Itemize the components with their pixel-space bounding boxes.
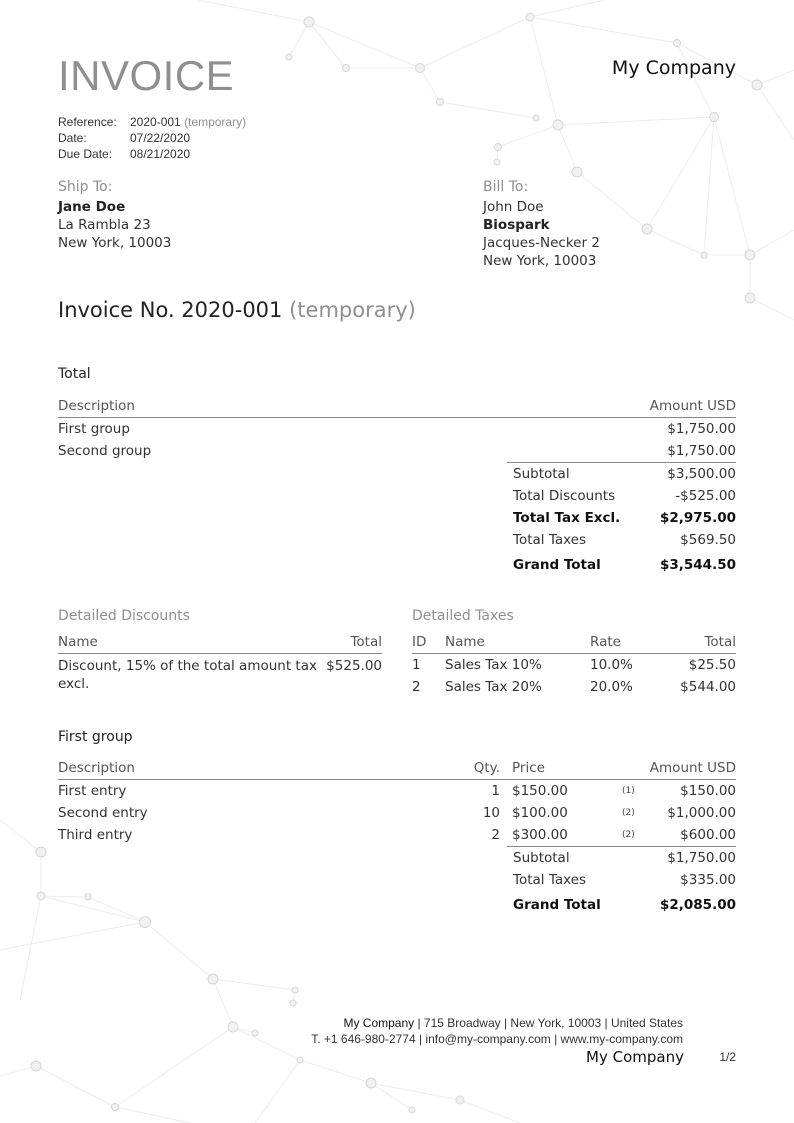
col-rate: Rate — [590, 634, 621, 650]
entry-price: $150.00 — [512, 783, 568, 799]
reference-note: (temporary) — [184, 115, 247, 129]
entry-qty: 2 — [491, 827, 500, 843]
col-description: Description — [58, 760, 135, 776]
ship-to-city: New York, 10003 — [58, 235, 172, 251]
company-name: My Company — [611, 57, 736, 79]
bill-to-name: John Doe — [483, 199, 544, 215]
col-amount: Amount USD — [649, 760, 736, 776]
discounts-table-header — [58, 634, 382, 650]
summary-row — [513, 510, 736, 526]
table-row — [58, 805, 736, 821]
entry-description: First entry — [58, 783, 127, 799]
grand-total-row — [513, 897, 736, 913]
col-total: Total — [704, 634, 736, 650]
summary-label: Total Taxes — [513, 872, 587, 888]
summary-row — [513, 532, 736, 548]
detailed-discounts-heading: Detailed Discounts — [58, 608, 190, 624]
ship-to-block — [58, 178, 171, 252]
entry-tax-ref: (1) — [622, 786, 635, 796]
first-group-heading: First group — [58, 729, 133, 745]
summary-value: $1,750.00 — [667, 850, 736, 866]
row-amount: $1,750.00 — [667, 443, 736, 459]
summary-value: -$525.00 — [675, 488, 736, 504]
group-summary-divider — [507, 846, 736, 847]
summary-label: Total Discounts — [513, 488, 616, 504]
date-value: 07/22/2020 — [130, 131, 191, 145]
bill-to-street: Jacques-Necker 2 — [483, 235, 600, 251]
reference-label: Reference: — [58, 115, 117, 129]
taxes-table-header — [412, 634, 736, 650]
entry-description: Third entry — [58, 827, 133, 843]
summary-row — [513, 850, 736, 866]
summary-label: Subtotal — [513, 850, 570, 866]
col-amount: Amount USD — [649, 398, 736, 414]
entry-amount: $1,000.00 — [667, 805, 736, 821]
entry-qty: 1 — [491, 783, 500, 799]
col-description: Description — [58, 398, 135, 414]
taxes-header-divider — [412, 653, 736, 654]
entry-tax-ref: (2) — [622, 830, 635, 840]
tax-rate: 10.0% — [590, 657, 633, 673]
entry-description: Second entry — [58, 805, 148, 821]
date-label: Date: — [58, 131, 87, 145]
group-header-divider — [58, 779, 736, 780]
tax-id: 2 — [412, 679, 421, 695]
bill-to-company: Biospark — [483, 217, 550, 233]
summary-label: Subtotal — [513, 466, 570, 482]
summary-label: Total Tax Excl. — [513, 510, 621, 526]
tax-rate: 20.0% — [590, 679, 633, 695]
col-qty: Qty. — [473, 760, 500, 776]
due-date-label: Due Date: — [58, 147, 113, 161]
discount-total: $525.00 — [326, 658, 382, 674]
invoice-meta — [58, 114, 246, 162]
col-id: ID — [412, 634, 427, 650]
total-header-divider — [58, 417, 736, 418]
summary-value: $2,085.00 — [659, 897, 736, 913]
col-name: Name — [445, 634, 485, 650]
tax-id: 1 — [412, 657, 421, 673]
footer-contact-line: T. +1 646-980-2774 | info@my-company.com | www.my-company.com — [311, 1032, 683, 1046]
col-price: Price — [512, 760, 545, 776]
table-row — [58, 421, 736, 437]
tax-name: Sales Tax 20% — [445, 679, 542, 695]
reference-row — [58, 114, 246, 130]
date-row — [58, 130, 246, 146]
ship-to-label: Ship To: — [58, 179, 113, 195]
total-table-header — [58, 398, 736, 414]
entry-qty: 10 — [482, 805, 500, 821]
table-row — [412, 679, 736, 695]
entry-amount: $600.00 — [680, 827, 736, 843]
invoice-title: INVOICE — [58, 52, 235, 99]
summary-value: $335.00 — [680, 872, 736, 888]
page-number: 1/2 — [719, 1050, 736, 1064]
summary-divider — [507, 462, 736, 463]
col-name: Name — [58, 634, 98, 650]
summary-value: $3,500.00 — [667, 466, 736, 482]
bill-to-label: Bill To: — [483, 179, 529, 195]
row-amount: $1,750.00 — [667, 421, 736, 437]
reference-value: 2020-001 — [130, 115, 181, 129]
entry-price: $300.00 — [512, 827, 568, 843]
entry-price: $100.00 — [512, 805, 568, 821]
detailed-taxes-heading: Detailed Taxes — [412, 608, 514, 624]
ship-to-street: La Rambla 23 — [58, 217, 151, 233]
entry-amount: $150.00 — [680, 783, 736, 799]
summary-row — [513, 488, 736, 504]
invoice-number — [58, 298, 416, 322]
tax-total: $25.50 — [688, 657, 736, 673]
bill-to-city: New York, 10003 — [483, 253, 597, 269]
entry-tax-ref: (2) — [622, 808, 635, 818]
due-date-row — [58, 146, 246, 162]
discount-name-line1: Discount, 15% of the total amount tax — [58, 658, 317, 674]
footer-address: | 715 Broadway | New York, 10003 | United States — [414, 1016, 683, 1030]
group-table-header — [58, 760, 736, 776]
table-row — [412, 657, 736, 673]
due-date-value: 08/21/2020 — [130, 147, 191, 161]
bill-to-block — [483, 178, 600, 270]
summary-row — [513, 466, 736, 482]
summary-label: Grand Total — [513, 557, 601, 573]
ship-to-name: Jane Doe — [58, 199, 126, 215]
table-row — [58, 783, 736, 799]
col-total: Total — [350, 634, 382, 650]
footer-company: My Company — [343, 1016, 415, 1030]
summary-value: $569.50 — [680, 532, 736, 548]
table-row — [58, 443, 736, 459]
tax-name: Sales Tax 10% — [445, 657, 542, 673]
footer-company-mark: My Company — [586, 1048, 684, 1066]
footer-address-line — [343, 1016, 683, 1030]
summary-row — [513, 872, 736, 888]
table-row — [58, 827, 736, 843]
discounts-header-divider — [58, 653, 382, 654]
summary-value: $3,544.50 — [659, 557, 736, 573]
row-description: First group — [58, 421, 130, 437]
tax-total: $544.00 — [680, 679, 736, 695]
invoice-number-note: (temporary) — [289, 298, 416, 322]
discount-name-line2: excl. — [58, 676, 90, 692]
invoice-number-text: Invoice No. 2020-001 — [58, 298, 283, 322]
summary-label: Total Taxes — [513, 532, 587, 548]
summary-value: $2,975.00 — [659, 510, 736, 526]
total-heading: Total — [58, 366, 91, 382]
row-description: Second group — [58, 443, 152, 459]
grand-total-row — [513, 557, 736, 573]
table-row — [58, 657, 382, 693]
summary-label: Grand Total — [513, 897, 601, 913]
